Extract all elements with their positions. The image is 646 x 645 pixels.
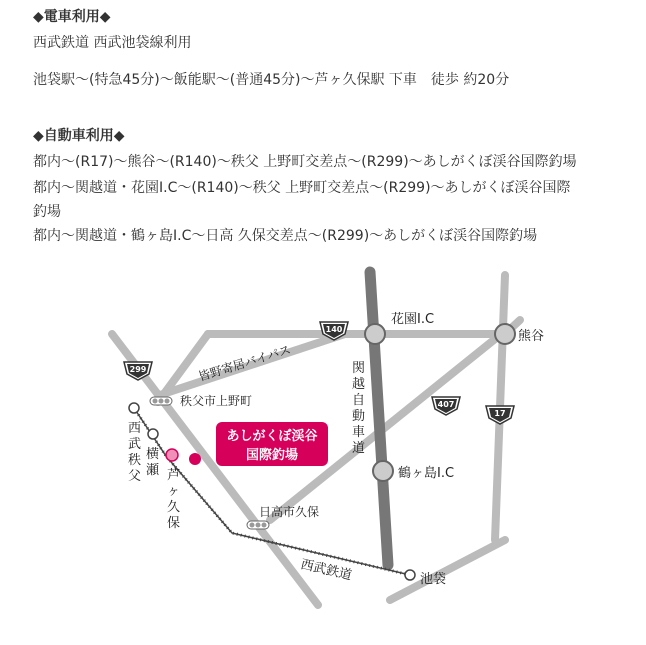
svg-text:父: 父 xyxy=(128,469,142,484)
ashigakubo-station xyxy=(166,449,178,461)
svg-text:自: 自 xyxy=(352,393,366,408)
svg-text:越: 越 xyxy=(352,377,366,392)
hanazono-ic-marker xyxy=(365,324,385,344)
bypass-label: 皆野寄居バイパス xyxy=(196,342,293,384)
svg-text:140: 140 xyxy=(325,325,343,334)
kumagaya-marker xyxy=(495,324,515,344)
svg-text:動: 動 xyxy=(352,409,366,424)
car-heading: ◆自動車利用◆ xyxy=(33,128,125,144)
svg-text:ヶ: ヶ xyxy=(167,484,181,499)
svg-text:407: 407 xyxy=(437,400,455,409)
svg-text:芦: 芦 xyxy=(167,468,181,483)
svg-text:横: 横 xyxy=(146,447,160,462)
destination-marker xyxy=(189,453,201,465)
uenomachi-signal xyxy=(150,397,172,405)
svg-text:久: 久 xyxy=(167,500,181,515)
svg-text:車: 車 xyxy=(352,425,366,440)
seibu-chichibu-label xyxy=(128,421,141,484)
seibu-chichibu-station xyxy=(129,403,139,413)
yokoze-station xyxy=(148,429,158,439)
svg-text:武: 武 xyxy=(128,437,142,452)
seibu-line-label: 西武鉄道 xyxy=(299,557,354,584)
train-line-2: 池袋駅～(特急45分)～飯能駅～(普通45分)～芦ヶ久保駅 下車 徒歩 約20分 xyxy=(33,72,510,88)
kumagaya-label: 熊谷 xyxy=(518,329,545,344)
svg-text:瀬: 瀬 xyxy=(146,463,160,478)
svg-text:道: 道 xyxy=(352,441,366,456)
yokoze-label xyxy=(146,446,160,478)
car-line-1: 都内～(R17)～熊谷～(R140)～秩父 上野町交差点～(R299)～あしがくぼ渓谷国際釣場 xyxy=(33,154,577,170)
ashigakubo-label xyxy=(167,468,180,531)
svg-text:299: 299 xyxy=(129,365,147,374)
car-line-2: 都内～関越道・花園I.C～(R140)～秩父 上野町交差点～(R299)～あしがくぼ渓谷国際 xyxy=(33,180,571,196)
svg-text:17: 17 xyxy=(494,409,506,418)
tsurugashima-ic-label: 鶴ヶ島I.C xyxy=(398,466,455,481)
hidaka-kubo-label: 日高市久保 xyxy=(259,505,320,519)
car-line-3: 釣場 xyxy=(33,204,61,220)
hidaka-kubo-signal xyxy=(247,521,269,529)
train-heading: ◆電車利用◆ xyxy=(33,9,111,25)
route-17-shield xyxy=(486,406,514,424)
route-407-shield xyxy=(432,397,460,415)
svg-text:保: 保 xyxy=(167,516,181,531)
ikebukuro-label: 池袋 xyxy=(420,572,447,587)
svg-text:秩: 秩 xyxy=(128,453,142,468)
car-line-4: 都内～関越道・鶴ヶ島I.C～日高 久保交差点～(R299)～あしがくぼ渓谷国際釣場 xyxy=(33,228,538,244)
svg-text:西: 西 xyxy=(128,421,142,436)
destination-label-2: 国際釣場 xyxy=(245,448,299,463)
tsurugashima-ic-marker xyxy=(373,461,393,481)
hanazono-ic-label: 花園I.C xyxy=(391,312,435,327)
kanetsu-label xyxy=(352,361,365,456)
ikebukuro-station xyxy=(405,570,415,580)
kanetsu-expressway xyxy=(370,272,388,565)
train-line-1: 西武鉄道 西武池袋線利用 xyxy=(33,35,192,51)
chichibu-uenomachi-label: 秩父市上野町 xyxy=(180,394,253,408)
svg-text:関: 関 xyxy=(352,361,366,376)
destination-label-1: あしがくぼ渓谷 xyxy=(226,429,318,444)
